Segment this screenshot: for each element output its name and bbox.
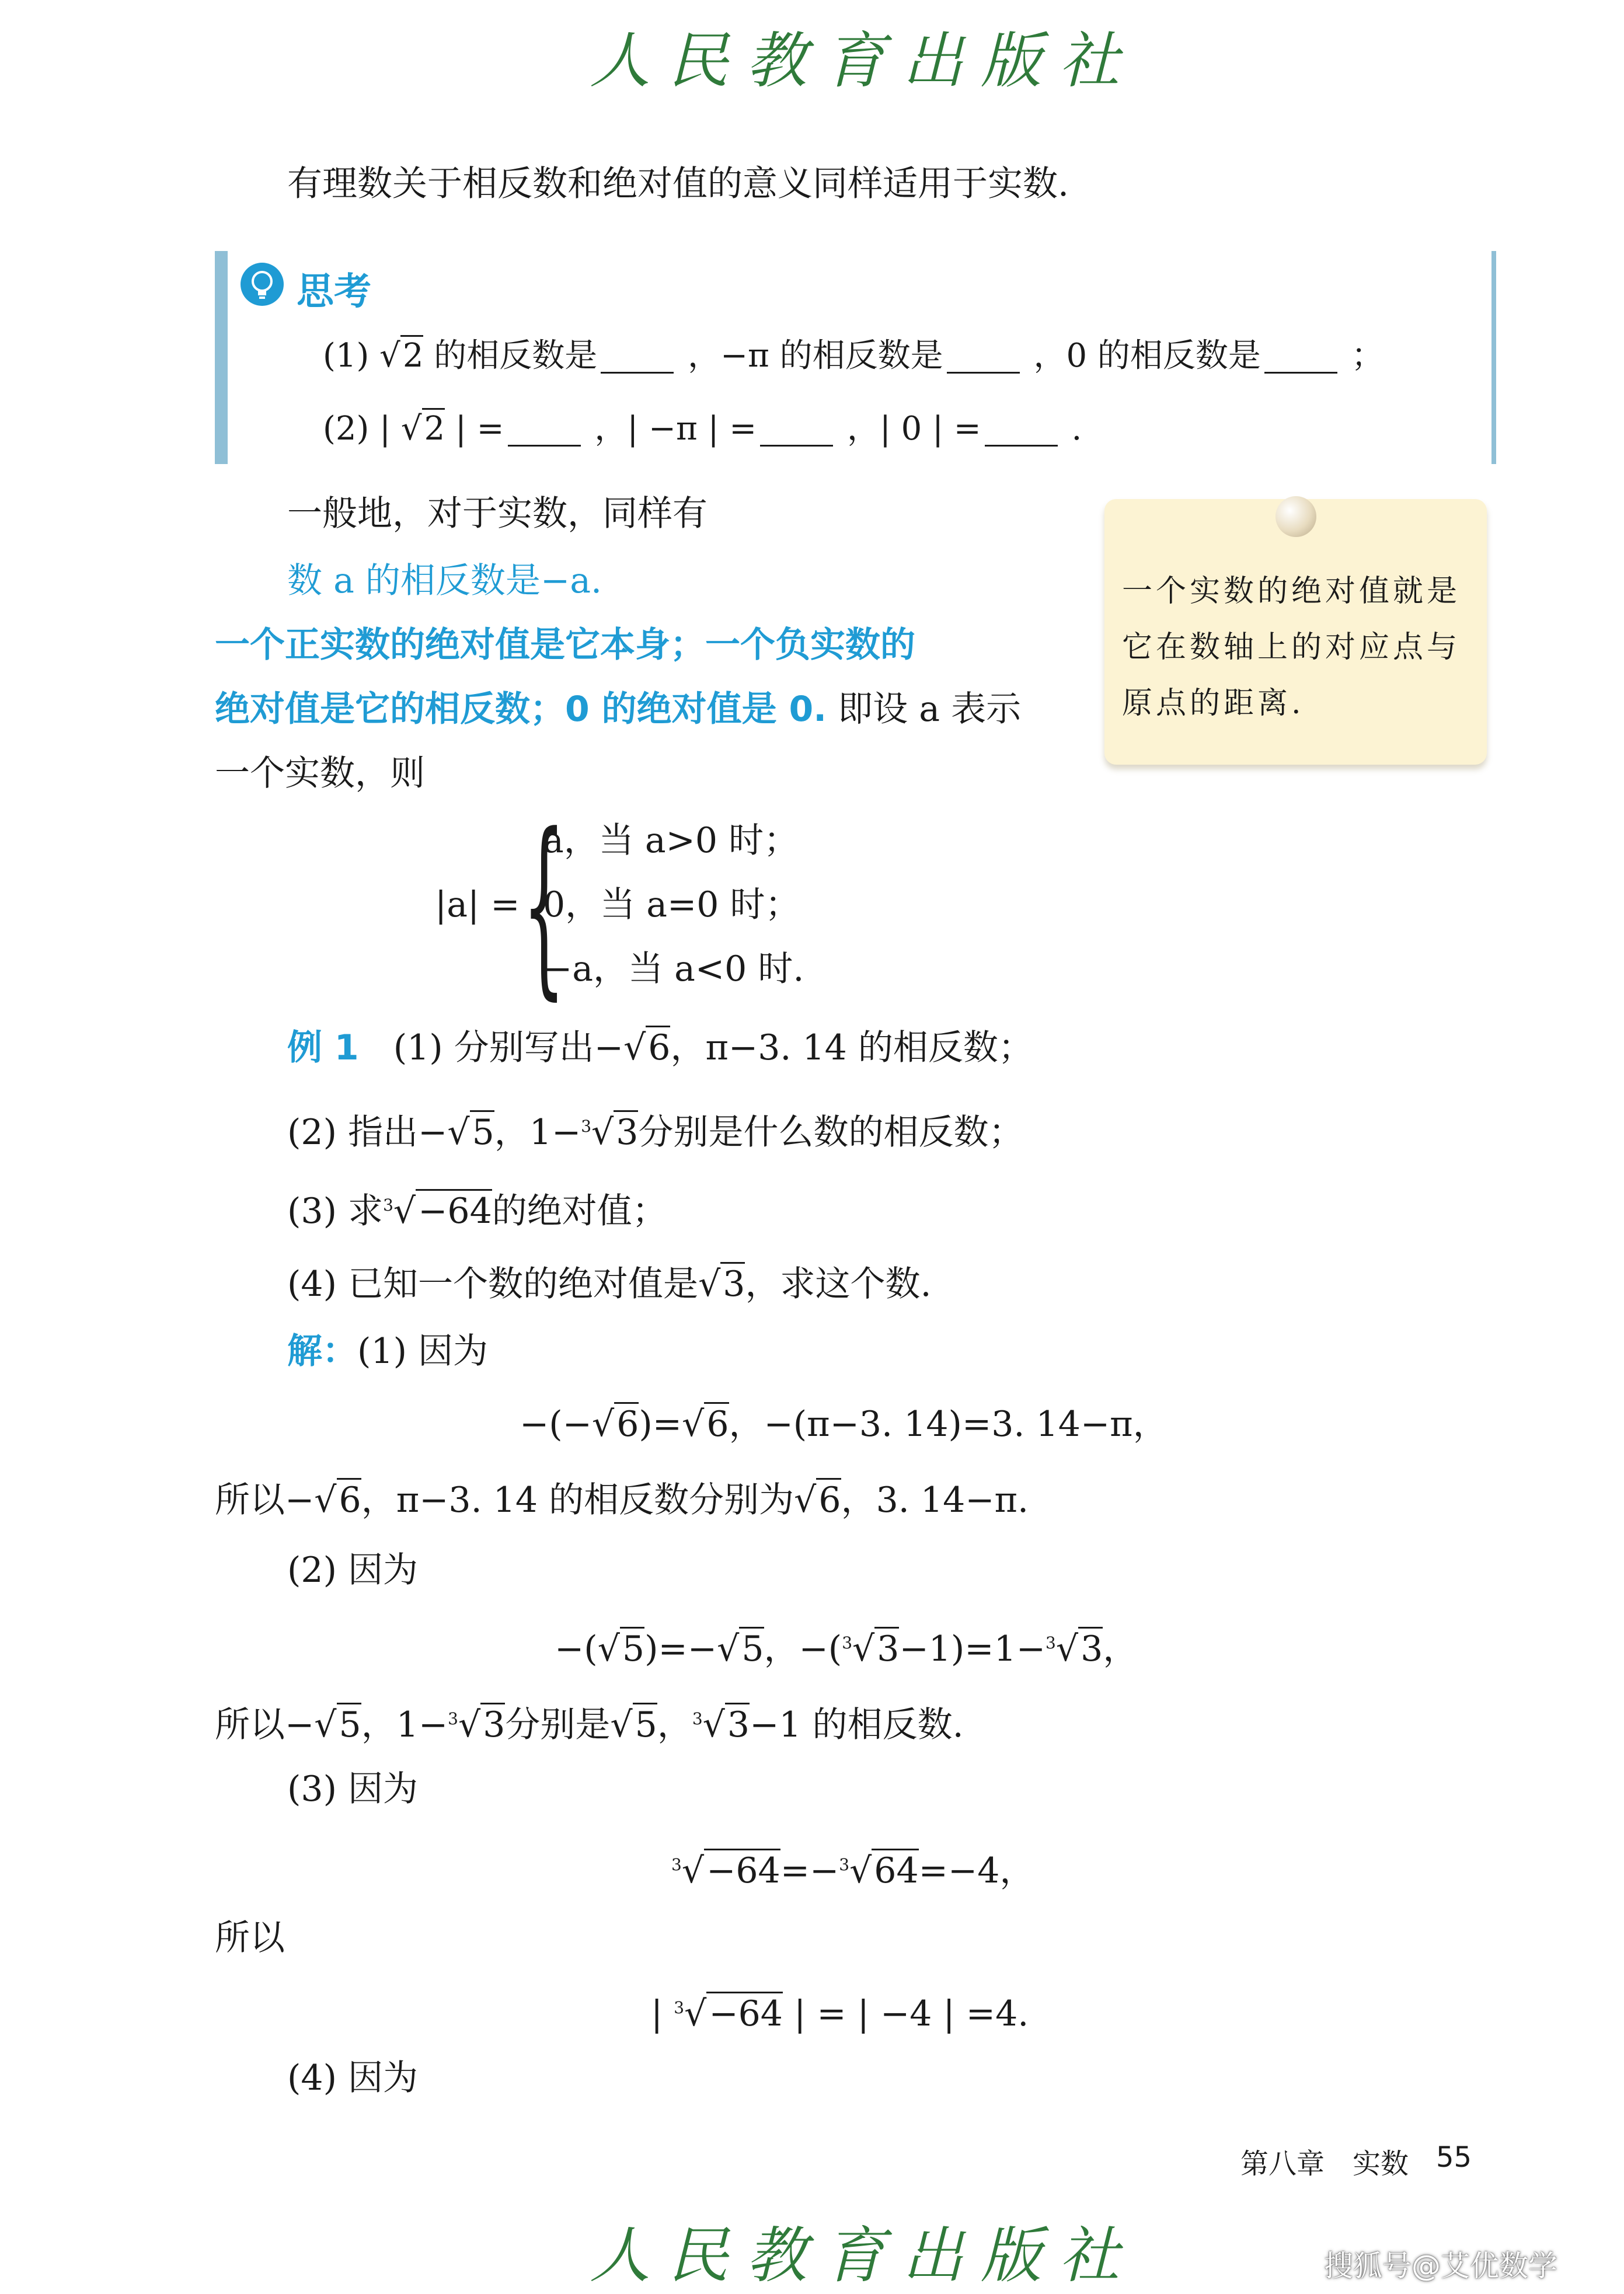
sqrt-sign-icon: √ — [458, 1704, 481, 1745]
q2-radicand: 2 — [422, 408, 445, 448]
piecewise-lhs: |a| = — [435, 884, 520, 925]
s1-eq-a: −(− — [520, 1404, 592, 1445]
sqrt-sign-icon: √ — [681, 1850, 705, 1891]
solution-3-abs-equation — [651, 1985, 1029, 2037]
example-part-1 — [287, 1024, 1033, 1071]
s3-abs-b: −64 — [706, 1992, 783, 2034]
solution-1-result — [215, 1477, 1029, 1523]
q1-blank-2[interactable] — [947, 339, 1020, 374]
s1-res-d: 6 — [816, 1478, 841, 1521]
s2-eq-i: ， — [1103, 1629, 1138, 1669]
watermark: 搜狐号@艾优数学 — [1324, 2249, 1557, 2283]
q1-blank-1[interactable] — [601, 339, 674, 374]
sqrt-sign-icon: √ — [400, 410, 422, 448]
q2-text-d: ，| −π | = — [594, 410, 757, 448]
cube-root-index: 3 — [842, 1633, 853, 1652]
cube-root-index: 3 — [674, 1998, 685, 2017]
s3-eq-b: =− — [780, 1850, 839, 1891]
think-box-right-bar — [1491, 251, 1496, 464]
s2-res-e: 分别是 — [505, 1704, 611, 1745]
q1-text-c: ，−π 的相反数是 — [688, 337, 943, 375]
s2-res-f: 5 — [633, 1703, 657, 1745]
solution-label: 解： — [287, 1331, 357, 1372]
s2-res-b: 5 — [337, 1703, 361, 1745]
q1-prefix: (1) — [323, 337, 370, 375]
ex1-a: (1) 分别写出− — [393, 1027, 624, 1068]
q2-blank-3[interactable] — [985, 412, 1058, 447]
ex4-a: (4) 已知一个数的绝对值是 — [287, 1264, 699, 1305]
sqrt-sign-icon: √ — [717, 1629, 740, 1669]
publisher-logo-header: 人民教育出版社 — [590, 25, 1138, 96]
sqrt-sign-icon: √ — [379, 337, 400, 375]
s3-abs-c: | = | −4 | =4. — [794, 1993, 1029, 2034]
s1-eq-e: ，−(π−3. 14)=3. 14−π， — [729, 1404, 1168, 1445]
ex1-c: ，π−3. 14 的相反数； — [670, 1027, 1033, 1068]
s3-abs-a: | — [651, 1993, 663, 2034]
q2-text-c: | = — [455, 410, 504, 448]
ex4-c: ，求这个数. — [745, 1264, 932, 1305]
general-line-2: 数 a 的相反数是−a. — [287, 560, 602, 601]
q1-text-d: ，0 的相反数是 — [1033, 337, 1261, 375]
ex3-a: (3) 求 — [287, 1191, 384, 1232]
s3-eq-c: 64 — [872, 1849, 918, 1891]
solution-1-text: (1) 因为 — [357, 1331, 489, 1372]
cube-root-index: 3 — [581, 1117, 592, 1136]
s2-eq-c: )=− — [644, 1629, 717, 1669]
general-line-5: 一个实数，则 — [215, 753, 425, 794]
solution-4-heading: (4) 因为 — [287, 2058, 419, 2098]
q2-text-e: ，| 0 | = — [846, 410, 981, 448]
sqrt-sign-icon: √ — [591, 1404, 615, 1445]
cube-root-index: 3 — [671, 1855, 682, 1874]
think-box — [215, 251, 1496, 464]
sqrt-sign-icon: √ — [849, 1850, 872, 1891]
general-line-4 — [215, 686, 1021, 733]
pushpin-icon — [1275, 496, 1316, 537]
s1-res-a: 所以− — [215, 1480, 315, 1521]
s3-eq-d: =−4， — [918, 1850, 1035, 1891]
s2-eq-f: 3 — [874, 1627, 899, 1669]
ex4-radicand: 3 — [720, 1262, 745, 1305]
s3-eq-a: −64 — [704, 1849, 780, 1891]
think-question-2 — [323, 406, 1082, 452]
q1-radicand: 2 — [400, 335, 424, 375]
ex2-radicand-1: 5 — [470, 1110, 494, 1153]
ex3-c: 的绝对值； — [492, 1191, 667, 1232]
s2-res-g: ， — [657, 1704, 692, 1745]
q2-end: . — [1071, 410, 1082, 448]
solution-1-heading — [287, 1328, 488, 1375]
s1-eq-b: 6 — [614, 1402, 639, 1445]
publisher-logo-footer: 人民教育出版社 — [590, 2220, 1138, 2291]
sqrt-sign-icon: √ — [610, 1704, 633, 1745]
q1-blank-3[interactable] — [1264, 339, 1337, 374]
piecewise-case-2: 0，当 a=0 时； — [543, 884, 800, 925]
sqrt-sign-icon: √ — [852, 1629, 875, 1669]
brace-icon: { — [522, 793, 566, 1017]
q2-prefix: (2) — [323, 410, 370, 448]
sqrt-sign-icon: √ — [597, 1629, 620, 1669]
ex2-e: 分别是什么数的相反数； — [638, 1112, 1024, 1153]
example-part-3 — [287, 1182, 667, 1235]
s2-eq-b: 5 — [620, 1627, 644, 1669]
sqrt-sign-icon: √ — [447, 1112, 470, 1153]
q2-blank-1[interactable] — [508, 412, 581, 447]
s1-eq-c: )= — [639, 1404, 682, 1445]
s2-res-c: ，1− — [361, 1704, 448, 1745]
s1-res-b: 6 — [337, 1478, 361, 1521]
general-line-3: 一个正实数的绝对值是它本身；一个负实数的 — [215, 625, 915, 665]
s1-res-c: ，π−3. 14 的相反数分别为 — [361, 1480, 794, 1521]
s1-res-e: ，3. 14−π. — [841, 1480, 1029, 1521]
s2-eq-a: −( — [555, 1629, 598, 1669]
sqrt-sign-icon: √ — [591, 1112, 614, 1153]
piecewise-case-1: a，当 a>0 时； — [543, 820, 799, 861]
chapter-label: 第八章 实数 — [1240, 2147, 1409, 2180]
cube-root-index: 3 — [1046, 1633, 1056, 1652]
solution-3-equation — [671, 1842, 1034, 1894]
sqrt-sign-icon: √ — [698, 1264, 721, 1305]
sqrt-sign-icon: √ — [314, 1480, 337, 1521]
note-text: 一个实数的绝对值就是它在数轴上的对应点与原点的距离. — [1122, 574, 1461, 721]
cube-root-index: 3 — [692, 1709, 703, 1728]
general-line-4-black: 即设 a 表示 — [838, 689, 1022, 730]
example-part-2 — [287, 1103, 1023, 1156]
sqrt-sign-icon: √ — [794, 1480, 817, 1521]
q2-bar-left: | — [379, 410, 391, 448]
s2-res-a: 所以− — [215, 1704, 315, 1745]
solution-2-equation — [555, 1620, 1138, 1672]
intro-text: 有理数关于相反数和绝对值的意义同样适用于实数. — [287, 163, 1069, 204]
s2-eq-e: ，−( — [764, 1629, 842, 1669]
solution-2-heading: (2) 因为 — [287, 1550, 419, 1591]
s2-eq-g: −1)=1− — [899, 1629, 1046, 1669]
solution-2-result — [215, 1696, 964, 1748]
think-question-1 — [323, 333, 1384, 379]
q1-text-b: 的相反数是 — [434, 337, 598, 375]
note-card — [1104, 499, 1487, 765]
s2-eq-d: 5 — [739, 1627, 764, 1669]
example-label: 例 1 — [287, 1027, 359, 1068]
sqrt-sign-icon: √ — [682, 1404, 705, 1445]
cube-root-index: 3 — [383, 1195, 393, 1215]
ex3-radicand: −64 — [416, 1189, 492, 1232]
ex1-radicand: 6 — [646, 1026, 670, 1068]
ex2-a: (2) 指出− — [287, 1112, 448, 1153]
sqrt-sign-icon: √ — [314, 1704, 337, 1745]
q1-end: ； — [1351, 337, 1384, 375]
s2-res-h: 3 — [725, 1703, 750, 1745]
s2-res-d: 3 — [480, 1703, 505, 1745]
piecewise-case-3: −a，当 a<0 时. — [543, 949, 804, 989]
example-part-4 — [287, 1261, 932, 1308]
think-box-left-bar — [215, 251, 228, 464]
solution-1-equation — [520, 1401, 1168, 1448]
s2-eq-h: 3 — [1078, 1627, 1103, 1669]
sqrt-sign-icon: √ — [623, 1027, 646, 1068]
sqrt-sign-icon: √ — [684, 1993, 707, 2034]
s1-eq-d: 6 — [704, 1402, 729, 1445]
lightbulb-icon — [241, 263, 284, 306]
cube-root-index: 3 — [839, 1855, 850, 1874]
ex2-radicand-2: 3 — [614, 1110, 638, 1153]
general-line-4-blue: 绝对值是它的相反数；0 的绝对值是 0. — [215, 689, 827, 730]
sqrt-sign-icon: √ — [393, 1191, 416, 1232]
sqrt-sign-icon: √ — [702, 1704, 725, 1745]
s2-res-i: −1 的相反数. — [750, 1704, 964, 1745]
ex2-c: ，1− — [494, 1112, 581, 1153]
page-number: 55 — [1436, 2141, 1472, 2174]
think-title: 思考 — [297, 270, 371, 313]
solution-3-heading: (3) 因为 — [287, 1769, 419, 1810]
general-line-1: 一般地，对于实数，同样有 — [287, 493, 708, 534]
q2-blank-2[interactable] — [760, 412, 833, 447]
solution-3-so: 所以 — [215, 1918, 285, 1958]
sqrt-sign-icon: √ — [1055, 1629, 1079, 1669]
cube-root-index: 3 — [448, 1709, 458, 1728]
